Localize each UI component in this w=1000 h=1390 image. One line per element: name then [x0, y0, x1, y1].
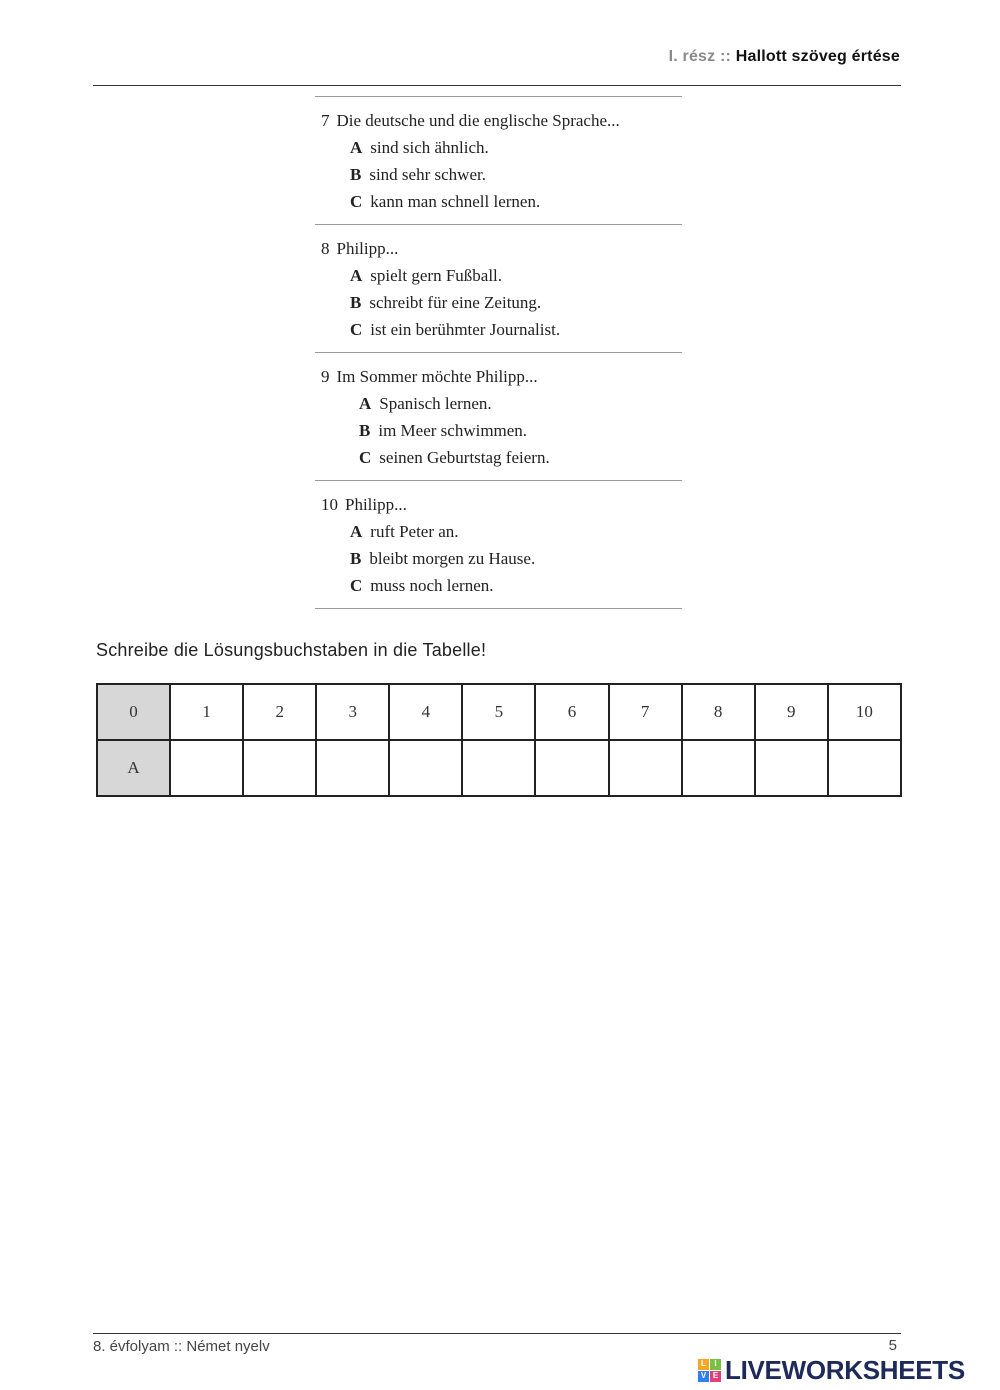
header-cell-8: 8: [682, 684, 755, 740]
instruction-text: Schreibe die Lösungsbuchstaben in die Tabelle!: [96, 640, 487, 660]
answer-cell-6[interactable]: [535, 740, 608, 796]
page-header: [669, 48, 900, 66]
question-list: [315, 96, 682, 609]
brand-mark-i: I: [710, 1359, 721, 1370]
question-8: [315, 225, 682, 353]
option-9a: A Spanisch lernen.: [359, 394, 492, 413]
answer-cell-8[interactable]: [682, 740, 755, 796]
header-cell-4: 4: [389, 684, 462, 740]
header-cell-7: 7: [609, 684, 682, 740]
question-10: [315, 481, 682, 609]
footer-rule: [93, 1333, 901, 1334]
option-8b: B schreibt für eine Zeitung.: [350, 293, 542, 312]
header-cell-1: 1: [170, 684, 243, 740]
brand-mark-icon: [698, 1359, 721, 1382]
question-stem: Die deutsche und die englische Sprache...: [336, 111, 620, 130]
answer-cell-0: A: [97, 740, 170, 796]
header-rule: [93, 85, 901, 86]
header-part: I. rész: [668, 48, 716, 65]
liveworksheets-logo: [698, 1355, 965, 1385]
question-number: 7: [321, 111, 330, 130]
answer-cell-4[interactable]: [389, 740, 462, 796]
header-cell-5: 5: [462, 684, 535, 740]
answer-table-header-row: [97, 684, 901, 740]
option-9b: B im Meer schwimmen.: [359, 421, 528, 440]
answer-cell-9[interactable]: [755, 740, 828, 796]
brand-mark-l: L: [698, 1359, 709, 1370]
header-separator: ::: [720, 48, 732, 65]
answer-cell-7[interactable]: [609, 740, 682, 796]
answer-cell-10[interactable]: [828, 740, 901, 796]
footer-course: 8. évfolyam :: Német nyelv: [93, 1338, 270, 1355]
question-7: [315, 97, 682, 225]
header-cell-0: 0: [97, 684, 170, 740]
question-9: [315, 353, 682, 481]
answer-cell-1[interactable]: [170, 740, 243, 796]
header-cell-2: 2: [243, 684, 316, 740]
question-number: 8: [321, 239, 330, 258]
option-8a: A spielt gern Fußball.: [350, 266, 503, 285]
brand-name: LIVEWORKSHEETS: [725, 1354, 965, 1385]
page-number: 5: [888, 1337, 897, 1354]
question-number: 10: [321, 495, 338, 514]
option-7a: A sind sich ähnlich.: [350, 138, 489, 157]
option-10b: B bleibt morgen zu Hause.: [350, 549, 536, 568]
answer-table-answer-row: [97, 740, 901, 796]
option-10c: C muss noch lernen.: [350, 576, 494, 595]
question-stem: Im Sommer möchte Philipp...: [336, 367, 538, 386]
option-8c: C ist ein berühmter Journalist.: [350, 320, 561, 339]
question-stem: Philipp...: [345, 495, 407, 514]
option-10a: A ruft Peter an.: [350, 522, 459, 541]
header-cell-6: 6: [535, 684, 608, 740]
answer-cell-2[interactable]: [243, 740, 316, 796]
header-title: Hallott szöveg értése: [735, 48, 900, 65]
option-7b: B sind sehr schwer.: [350, 165, 486, 184]
option-9c: C seinen Geburtstag feiern.: [359, 448, 550, 467]
answer-cell-5[interactable]: [462, 740, 535, 796]
header-cell-3: 3: [316, 684, 389, 740]
option-7c: C kann man schnell lernen.: [350, 192, 541, 211]
question-stem: Philipp...: [336, 239, 399, 258]
answer-table: [96, 683, 902, 797]
answer-cell-3[interactable]: [316, 740, 389, 796]
brand-mark-v: V: [698, 1371, 709, 1382]
brand-mark-e: E: [710, 1371, 721, 1382]
question-number: 9: [321, 367, 330, 386]
header-cell-9: 9: [755, 684, 828, 740]
header-cell-10: 10: [828, 684, 901, 740]
